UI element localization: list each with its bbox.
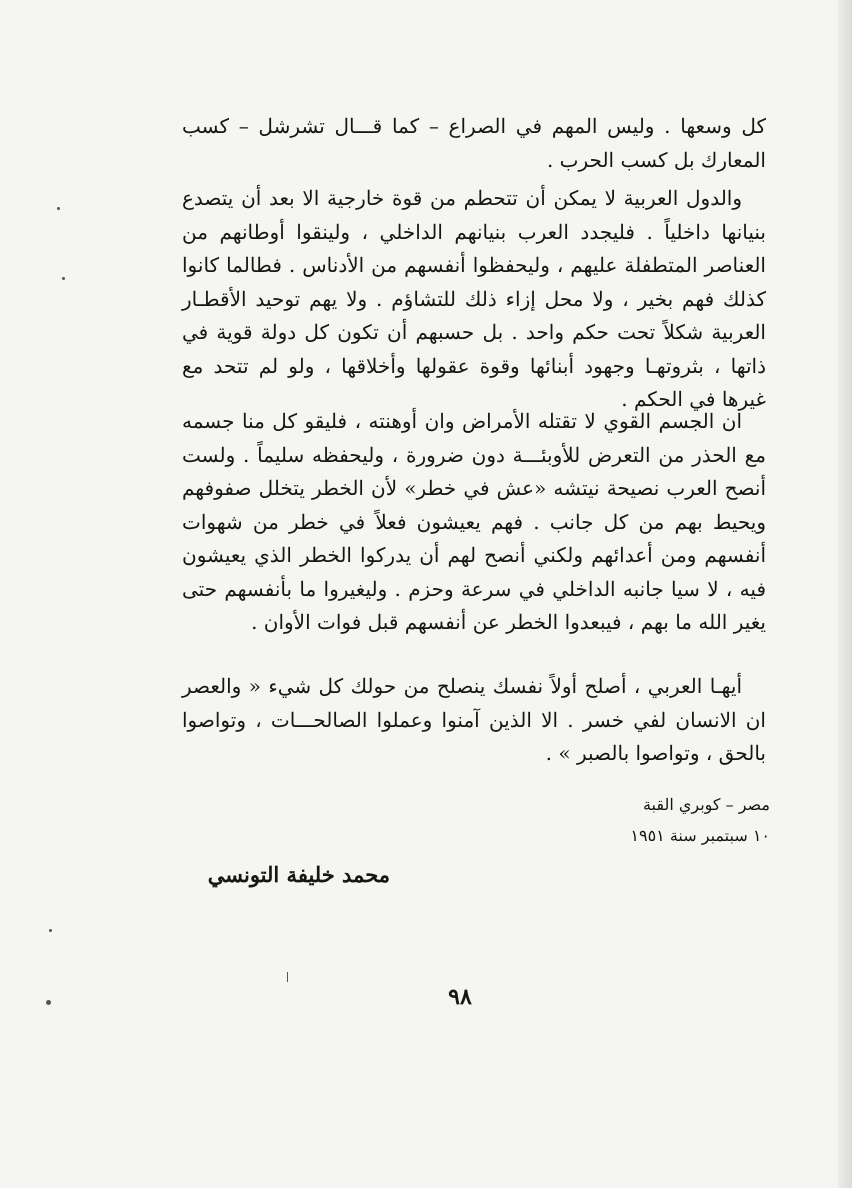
place-line: مصر – كوبري القبة [642,795,770,814]
scan-speck [287,972,288,982]
paragraph-text: والدول العربية لا يمكن أن تتحطم من قوة خارجية الا بعد أن يتصدع بنيانها داخلياً . فليجدد العرب بنيانهم الداخلي ، ولينقوا أوطانهم من العناصر المتطفلة عليهم ، وليحفظوا أنفسهم من الأدناس . فطالما كانوا كذلك فهم بخير ، ولا محل إزاء ذلك للتشاؤم . ولا يهم توحيد الأقطـار العربية شكلاً تحت حكم واحد . بل حسبهم أن تكون كل دولة قوية في ذاتها ، بثروتهـا وجهود أبنائها وقوة عقولها وأخلاقها ، ولو لم تتحد مع غيرها في الحكم . [182,186,766,411]
scan-speck [46,1000,51,1005]
scan-edge [838,0,852,1188]
author-signature: محمد خليفة التونسي [207,862,390,887]
paragraph-text: ان الجسم القوي لا تقتله الأمراض وان أوهنته ، فليقو كل منا جسمه مع الحذر من التعرض للأوبئـــة دون ضرورة ، وليحفظه سليماً . ولست أنصح العرب نصيحة نيتشه «عش في خطر» لأن الخطر يتخلل صفوفهم ويحيط بهم من كل جانب . فهم يعيشون فعلاً في خطر من شهوات أنفسهم ومن أعدائهم ولكني أنصح لهم أن يدركوا الخطر الذي يعيشون فيه ، لا سيا جانبه الداخلي في سرعة وحزم . وليغيروا ما بأنفسهم حتى يغير الله ما بهم ، فيبعدوا الخطر عن أنفسهم قبل فوات الأوان . [182,409,766,634]
paragraph-text: كل وسعها . وليس المهم في الصراع – كما قـــال تشرشل – كسب المعارك بل كسب الحرب . [182,114,766,172]
scan-speck [49,929,52,932]
page-number: ٩٨ [448,984,472,1010]
scan-speck [62,277,65,280]
paragraph-continuation [182,110,766,177]
paragraph-arab-person [182,670,766,771]
scan-speck [57,207,60,210]
paragraph-text: أيهـا العربي ، أصلح أولاً نفسك ينصلح من حولك كل شيء « والعصر ان الانسان لفي خسر . الا الذين آمنوا وعملوا الصالحـــات ، وتواصوا بالحق ، وتواصوا بالصبر » . [182,674,766,765]
date-line: ١٠ سبتمبر سنة ١٩٥١ [630,826,770,845]
paragraph-strong-body [182,405,766,640]
paragraph-arab-states [182,182,766,417]
